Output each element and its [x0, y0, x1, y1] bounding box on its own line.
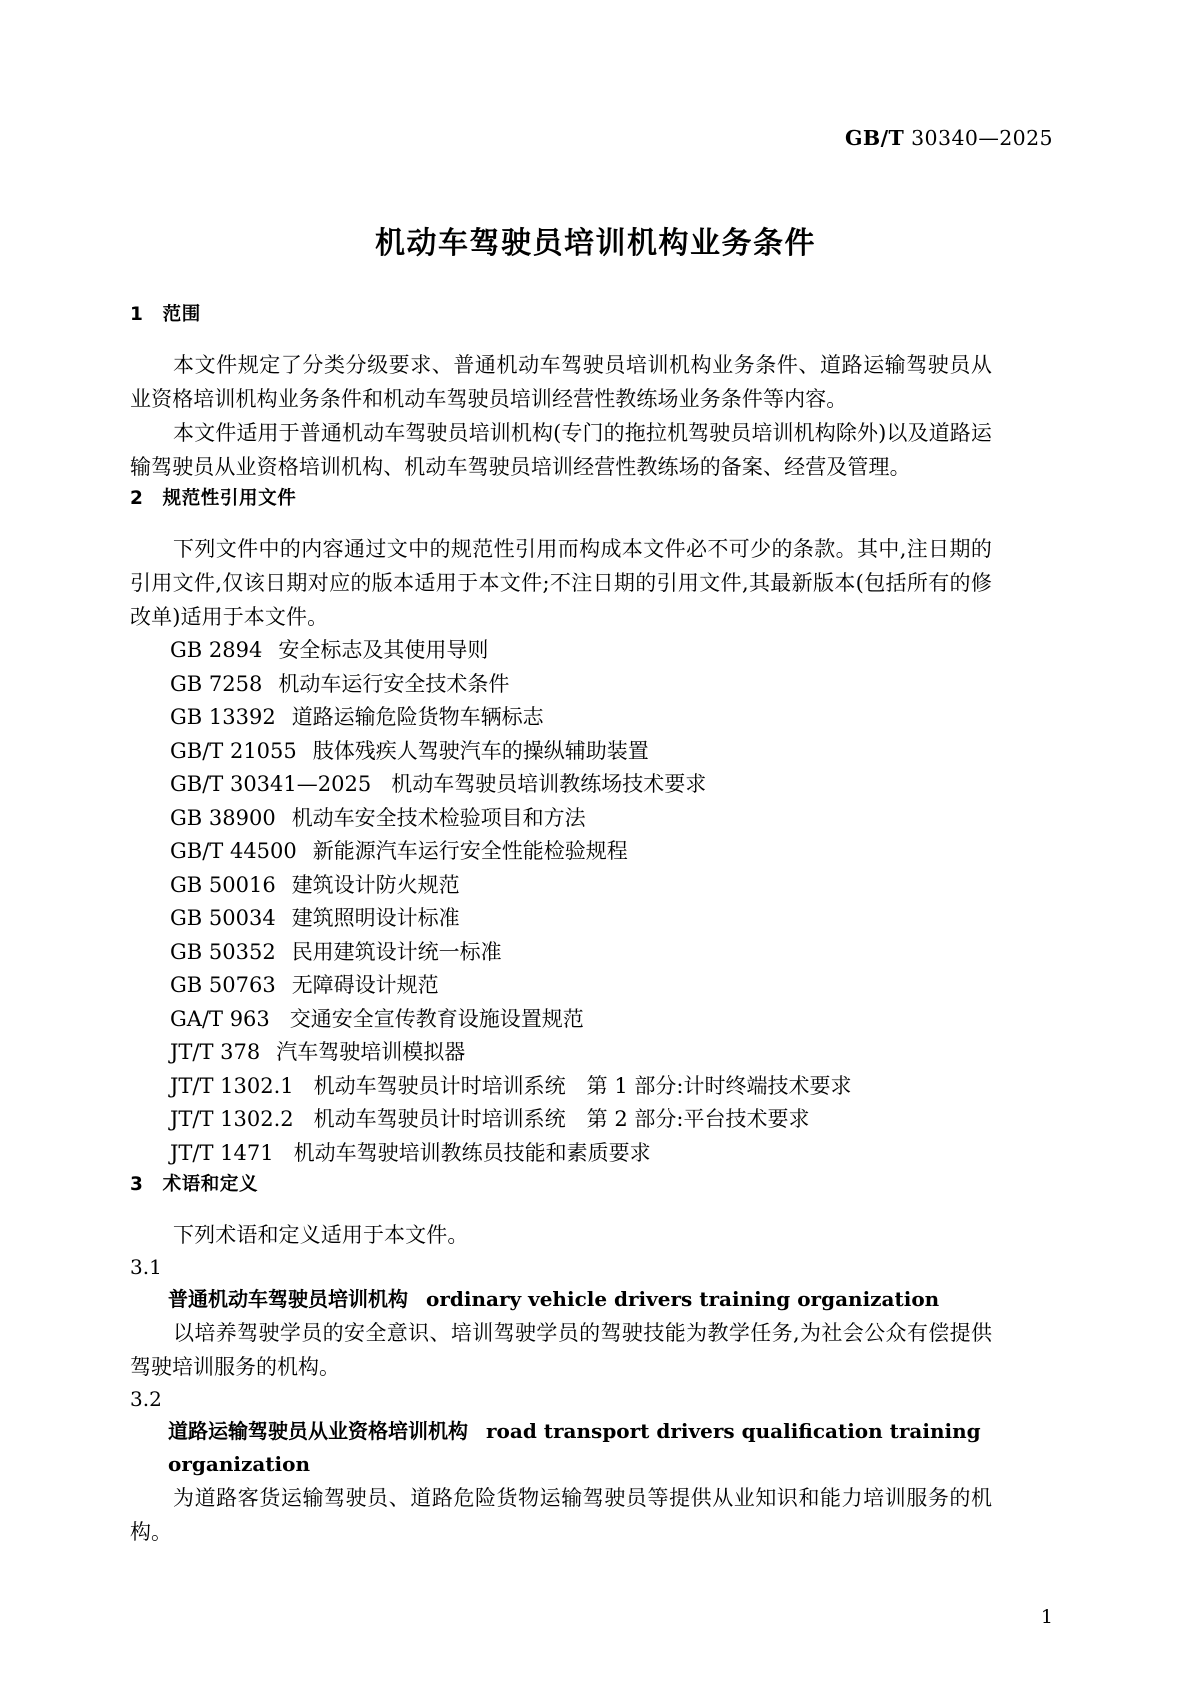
- reference-id: GA/T 963: [170, 1006, 270, 1031]
- clause-heading-scope: [130, 300, 992, 326]
- terms-intro: 下列术语和定义适用于本文件。: [173, 1223, 469, 1247]
- reference-title: 新能源汽车运行安全性能检验规程: [312, 839, 628, 863]
- reference-id: GB 50016: [170, 872, 276, 897]
- reference-title: 机动车运行安全技术条件: [278, 671, 510, 696]
- term-heading: [168, 1415, 992, 1481]
- term-number: 3.2: [130, 1387, 162, 1411]
- standard-code-prefix: GB/T: [845, 126, 905, 150]
- clause-number: 3: [130, 1174, 144, 1195]
- clause-number: 2: [130, 488, 144, 509]
- reference-id: JT/T 1302.2: [170, 1107, 294, 1131]
- reference-title: 汽车驾驶培训模拟器: [276, 1040, 466, 1064]
- term-en: road transport drivers qualification training organization: [168, 1419, 981, 1476]
- list-item: [170, 1103, 992, 1137]
- page-header: [0, 126, 1191, 156]
- normative-references-intro: 下列文件中的内容通过文中的规范性引用而构成本文件必不可少的条款。其中,注日期的引用文件,仅该日期对应的版本适用于本文件;不注日期的引用文件,其最新版本(包括所有的修改单)适用于本文件。: [130, 537, 992, 629]
- reference-id: JT/T 378: [170, 1040, 261, 1064]
- reference-id: GB 50352: [170, 939, 276, 964]
- clause-title: 范围: [162, 304, 201, 325]
- clause-title: 术语和定义: [162, 1174, 259, 1195]
- list-item: [170, 768, 992, 802]
- term-zh: 普通机动车驾驶员培训机构: [168, 1287, 408, 1311]
- term-definition: 为道路客货运输驾驶员、道路危险货物运输驾驶员等提供从业知识和能力培训服务的机构。: [130, 1486, 992, 1544]
- list-item: [170, 869, 992, 903]
- scope-paragraph-1: 本文件规定了分类分级要求、普通机动车驾驶员培训机构业务条件、道路运输驾驶员从业资格培训机构业务条件和机动车驾驶员培训经营性教练场业务条件等内容。: [130, 353, 992, 411]
- term-definition: 以培养驾驶学员的安全意识、培训驾驶学员的驾驶技能为教学任务,为社会公众有偿提供驾驶培训服务的机构。: [130, 1321, 992, 1379]
- reference-id: GB 50763: [170, 973, 276, 997]
- reference-title: 机动车驾驶培训教练员技能和素质要求: [293, 1140, 651, 1165]
- list-item: [170, 701, 992, 735]
- list-item: [170, 1070, 992, 1104]
- reference-id: GB 38900: [170, 805, 276, 830]
- term-entry-3-1: [130, 1252, 992, 1384]
- list-item: [170, 1036, 992, 1070]
- normative-reference-list: [130, 634, 992, 1170]
- list-item: [170, 936, 992, 970]
- list-item: [170, 969, 992, 1003]
- reference-id: JT/T 1471: [170, 1140, 274, 1165]
- reference-title: 机动车驾驶员计时培训系统 第 2 部分:平台技术要求: [313, 1107, 810, 1131]
- reference-id: GB 13392: [170, 705, 276, 729]
- reference-id: GB/T 44500: [170, 839, 297, 863]
- reference-title: 建筑照明设计标准: [291, 906, 460, 930]
- clause-heading-terms: [130, 1170, 992, 1196]
- terms-intro-group: [130, 1218, 992, 1252]
- document-body: [130, 300, 992, 1549]
- reference-id: GB/T 30341—2025: [170, 772, 372, 796]
- reference-title: 交通安全宣传教育设施设置规范: [289, 1006, 584, 1031]
- reference-id: GB 7258: [170, 671, 263, 696]
- list-item: [170, 1003, 992, 1037]
- clause-title: 规范性引用文件: [162, 488, 297, 509]
- reference-id: GB/T 21055: [170, 738, 297, 763]
- list-item: [170, 902, 992, 936]
- reference-title: 建筑设计防火规范: [291, 872, 460, 897]
- list-item: [170, 668, 992, 702]
- list-item: [170, 1137, 992, 1171]
- term-en: ordinary vehicle drivers training organization: [426, 1287, 940, 1311]
- reference-title: 机动车驾驶员培训教练场技术要求: [391, 772, 707, 796]
- term-heading: [168, 1283, 992, 1316]
- reference-title: 机动车安全技术检验项目和方法: [291, 805, 586, 830]
- term-number: 3.1: [130, 1255, 162, 1279]
- reference-title: 民用建筑设计统一标准: [291, 939, 502, 964]
- clause-number: 1: [130, 304, 144, 325]
- standard-code: [845, 126, 1053, 150]
- reference-title: 肢体残疾人驾驶汽车的操纵辅助装置: [312, 738, 649, 763]
- reference-id: JT/T 1302.1: [170, 1073, 294, 1098]
- reference-id: GB 2894: [170, 638, 263, 662]
- term-entry-3-2: [130, 1384, 992, 1549]
- scope-paragraph-2: 本文件适用于普通机动车驾驶员培训机构(专门的拖拉机驾驶员培训机构除外)以及道路运输驾驶员从业资格培训机构、机动车驾驶员培训经营性教练场的备案、经营及管理。: [130, 421, 992, 479]
- scope-paragraphs: [130, 348, 992, 484]
- reference-title: 无障碍设计规范: [291, 973, 439, 997]
- normative-references-intro-group: [130, 532, 992, 634]
- reference-id: GB 50034: [170, 906, 276, 930]
- reference-title: 机动车驾驶员计时培训系统 第 1 部分:计时终端技术要求: [313, 1073, 852, 1098]
- list-item: [170, 634, 992, 668]
- page-number: 1: [1040, 1606, 1053, 1628]
- clause-heading-normative-references: [130, 484, 992, 510]
- list-item: [170, 802, 992, 836]
- reference-title: 安全标志及其使用导则: [278, 638, 489, 662]
- list-item: [170, 735, 992, 769]
- list-item: [170, 835, 992, 869]
- reference-title: 道路运输危险货物车辆标志: [291, 705, 544, 729]
- page-title: 机动车驾驶员培训机构业务条件: [375, 226, 816, 261]
- standard-code-number: 30340—2025: [911, 126, 1053, 150]
- term-zh: 道路运输驾驶员从业资格培训机构: [168, 1419, 468, 1443]
